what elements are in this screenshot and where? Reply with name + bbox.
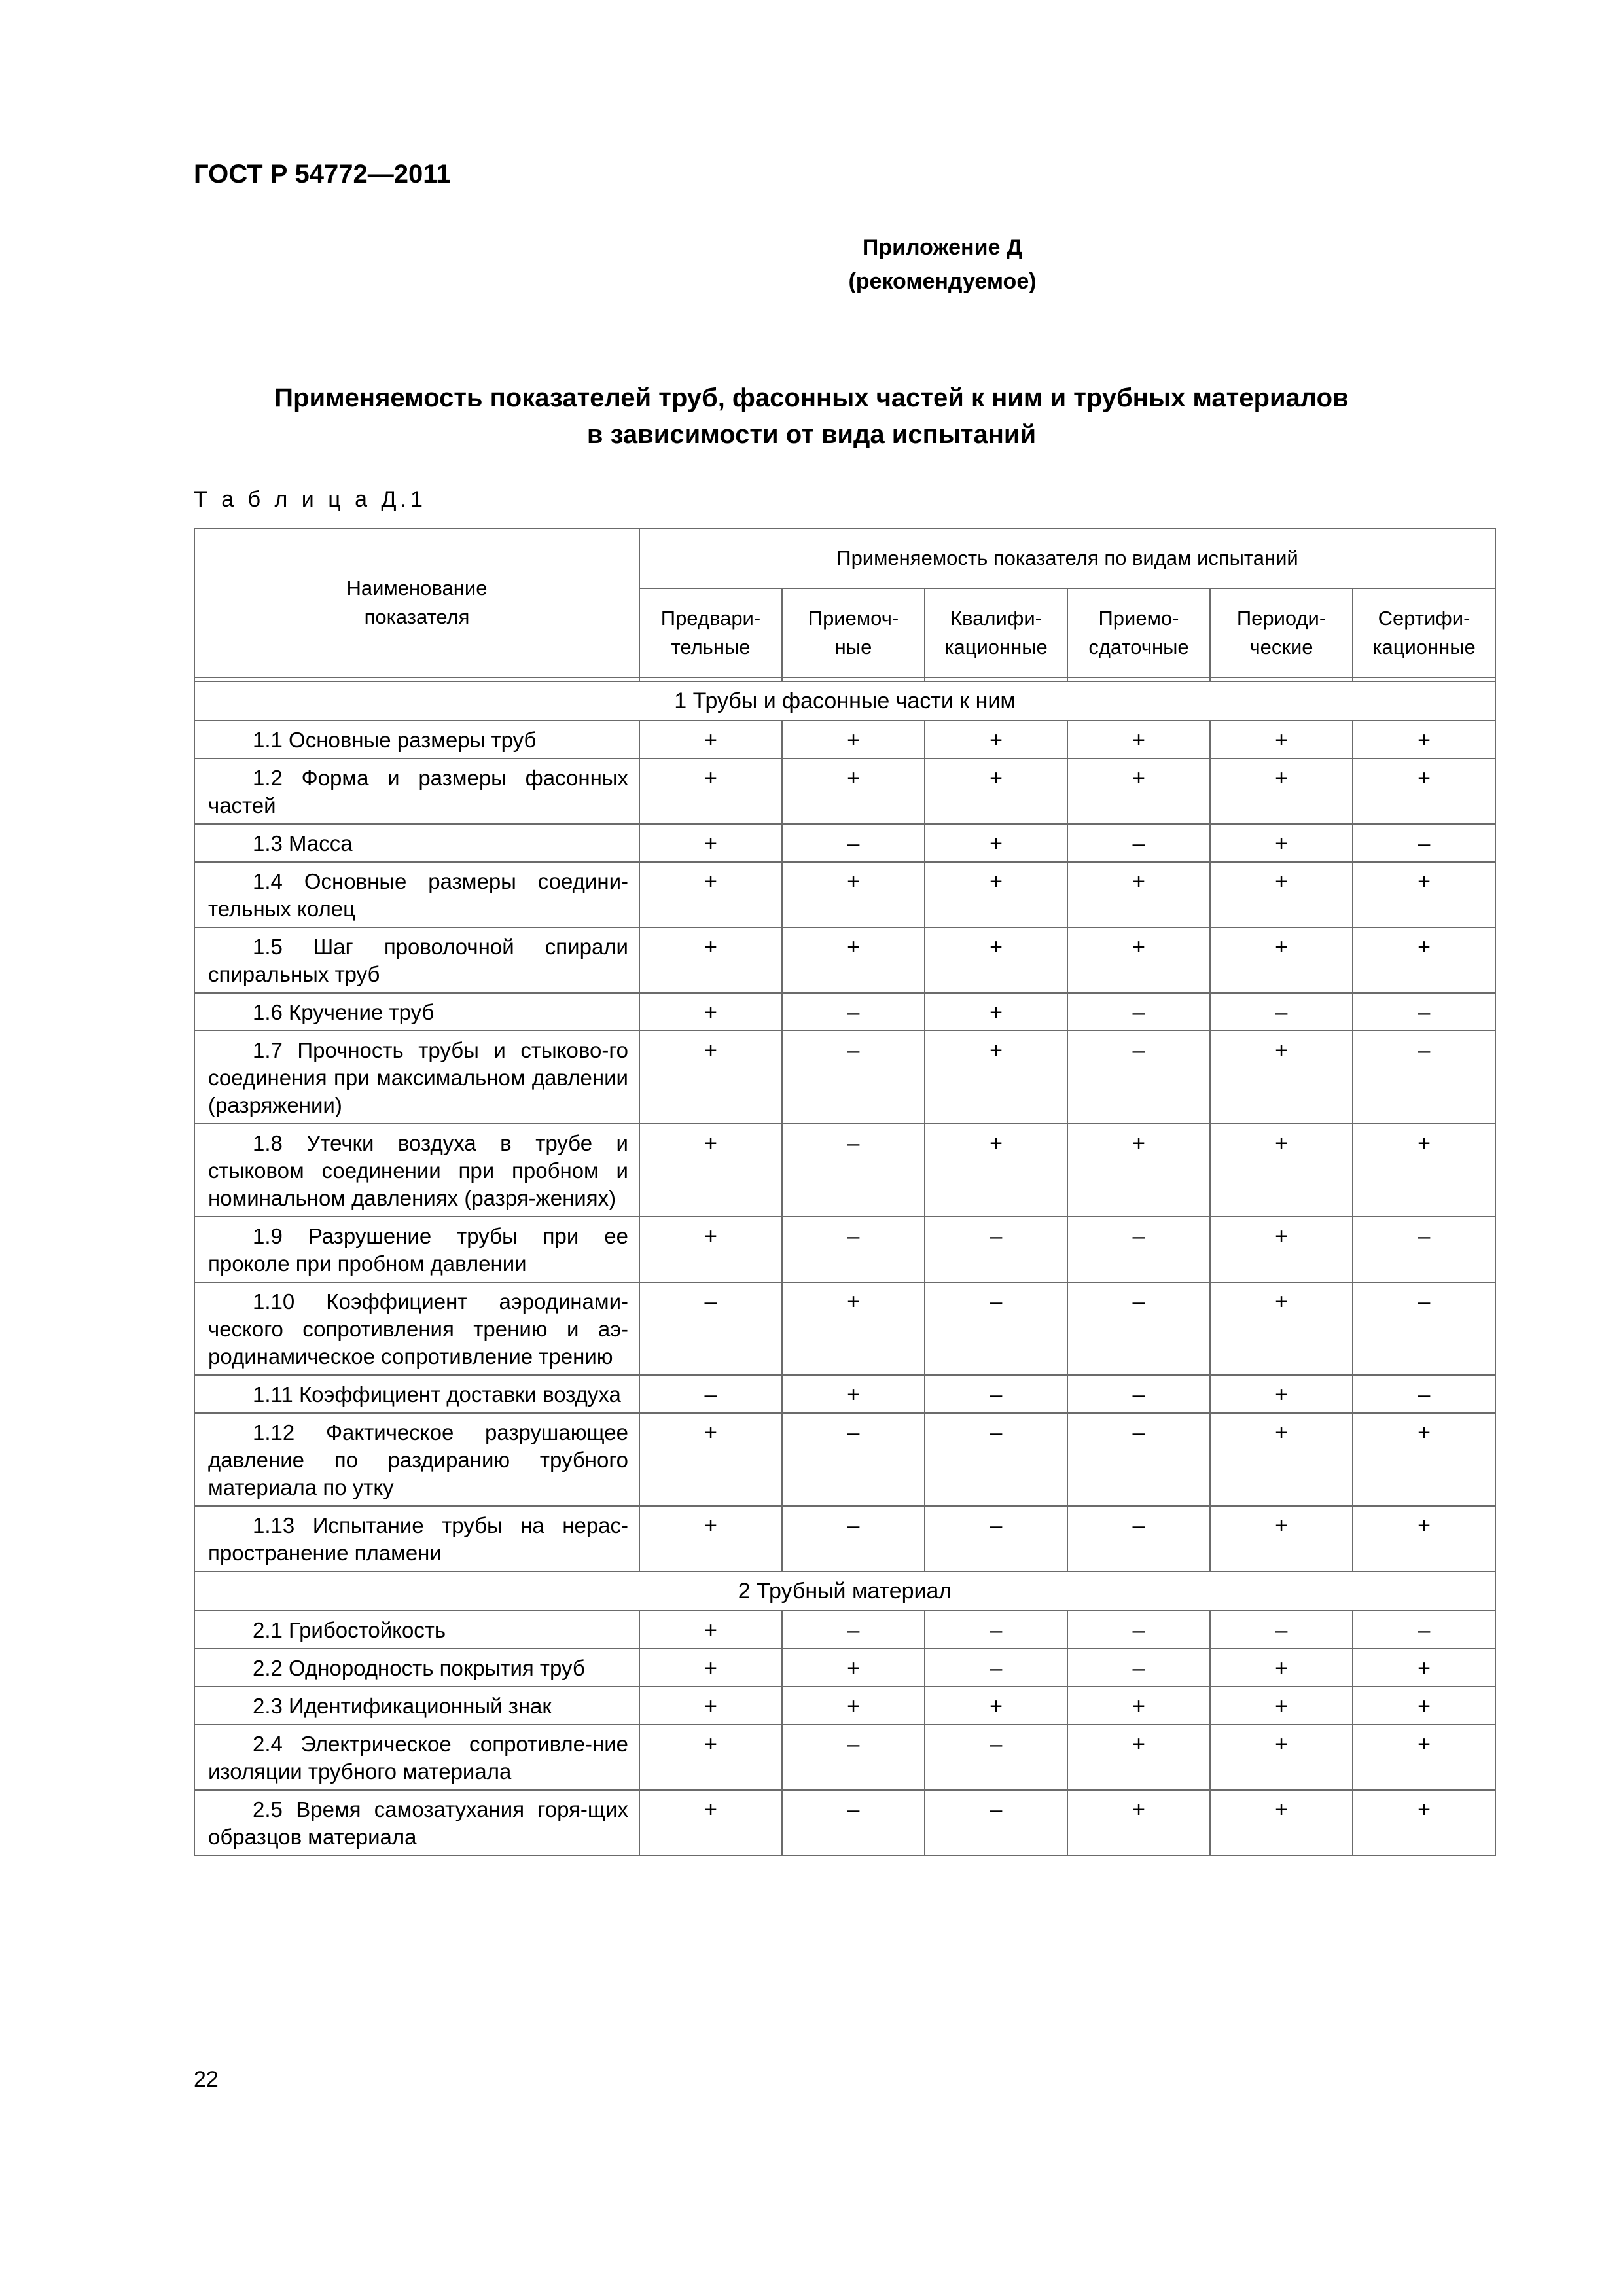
table-row [194, 1124, 1495, 1217]
applicability-mark: – [782, 1217, 925, 1282]
applicability-mark: – [1210, 1611, 1353, 1649]
table-row [194, 1649, 1495, 1687]
column-header-name-line1: Наименование [346, 577, 488, 600]
applicability-mark: – [1067, 1375, 1210, 1413]
applicability-mark: + [1067, 1687, 1210, 1725]
table-row [194, 1725, 1495, 1790]
table-row [194, 1282, 1495, 1375]
applicability-mark: – [925, 1413, 1067, 1506]
applicability-mark: – [1353, 1031, 1495, 1124]
table-row [194, 1611, 1495, 1649]
applicability-mark: + [1067, 1790, 1210, 1856]
applicability-mark: – [925, 1506, 1067, 1571]
page-title [0, 380, 1623, 453]
applicability-mark: – [925, 1282, 1067, 1375]
applicability-mark: + [1210, 824, 1353, 862]
applicability-mark: – [1210, 993, 1353, 1031]
appendix-status: (рекомендуемое) [848, 269, 1037, 294]
table-caption: Т а б л и ц а Д.1 [194, 487, 427, 512]
indicator-number: 2.1 [253, 1618, 283, 1642]
applicability-mark: + [639, 1611, 782, 1649]
table-row [194, 1687, 1495, 1725]
applicability-mark: + [639, 759, 782, 824]
applicability-mark: – [925, 1649, 1067, 1687]
indicator-name-cell [194, 721, 639, 759]
applicability-mark: – [782, 1124, 925, 1217]
indicator-number: 2.2 [253, 1656, 283, 1680]
column-header-test-type-line: кационные [1372, 636, 1476, 658]
applicability-mark: – [925, 1611, 1067, 1649]
applicability-mark: – [1067, 824, 1210, 862]
applicability-mark: – [782, 1506, 925, 1571]
applicability-mark: + [639, 721, 782, 759]
applicability-mark: + [1210, 1687, 1353, 1725]
applicability-mark: – [1353, 1611, 1495, 1649]
applicability-mark: + [1210, 862, 1353, 927]
section-title: 1 Трубы и фасонные части к ним [194, 681, 1495, 721]
applicability-mark: + [639, 862, 782, 927]
indicator-name: Фактическое разрушающее давление по раздиранию трубного материала по утку [208, 1420, 628, 1499]
column-header-name-line2: показателя [364, 605, 470, 628]
applicability-mark: – [782, 1031, 925, 1124]
applicability-mark: – [782, 1725, 925, 1790]
applicability-mark: + [1210, 1649, 1353, 1687]
applicability-mark: + [782, 1649, 925, 1687]
title-line-1: Применяемость показателей труб, фасонных частей к ним и трубных материалов [274, 384, 1349, 412]
applicability-mark: + [782, 862, 925, 927]
applicability-mark: + [1210, 1790, 1353, 1856]
applicability-mark: – [925, 1725, 1067, 1790]
applicability-mark: + [925, 721, 1067, 759]
section-row [194, 681, 1495, 721]
applicability-mark: + [1067, 759, 1210, 824]
indicator-name-cell [194, 927, 639, 993]
column-header-test-type-line: ные [834, 636, 872, 658]
table-row [194, 824, 1495, 862]
applicability-mark: + [1210, 1217, 1353, 1282]
indicator-name: Основные размеры соедини-тельных колец [208, 869, 628, 921]
applicability-mark: + [1353, 1790, 1495, 1856]
column-header-test-type-line: Сертифи- [1378, 607, 1471, 630]
appendix-title: Приложение Д [862, 235, 1023, 260]
applicability-mark: + [782, 759, 925, 824]
column-header-test-type-line: Приемо- [1098, 607, 1179, 630]
applicability-mark: + [925, 824, 1067, 862]
applicability-mark: + [639, 1790, 782, 1856]
applicability-mark: + [1353, 1124, 1495, 1217]
table-row [194, 721, 1495, 759]
applicability-mark: + [639, 1687, 782, 1725]
indicator-name: Кручение труб [289, 1000, 435, 1024]
indicator-number: 1.2 [253, 766, 283, 790]
table-row [194, 1031, 1495, 1124]
applicability-mark: – [1067, 1611, 1210, 1649]
appendix-heading [0, 230, 1623, 298]
indicator-name: Коэффициент доставки воздуха [298, 1382, 621, 1407]
indicator-name-cell [194, 1611, 639, 1649]
applicability-mark: + [1353, 1506, 1495, 1571]
indicator-name-cell [194, 1506, 639, 1571]
applicability-mark: + [1210, 721, 1353, 759]
indicator-name: Основные размеры труб [289, 728, 537, 752]
applicability-mark: + [925, 1124, 1067, 1217]
indicator-name-cell [194, 1124, 639, 1217]
applicability-mark: – [925, 1790, 1067, 1856]
applicability-mark: – [1067, 1282, 1210, 1375]
applicability-mark: + [1353, 862, 1495, 927]
column-header-test-type-line: Периоди- [1236, 607, 1327, 630]
indicator-name-cell [194, 1413, 639, 1506]
applicability-mark: + [639, 1413, 782, 1506]
indicator-number: 1.11 [253, 1382, 293, 1407]
table-row [194, 759, 1495, 824]
indicator-number: 1.12 [253, 1420, 295, 1444]
applicability-mark: + [925, 927, 1067, 993]
applicability-mark: – [1067, 1649, 1210, 1687]
applicability-mark: – [1353, 824, 1495, 862]
column-header-test-type-line: кационные [944, 636, 1048, 658]
indicator-number: 1.5 [253, 935, 283, 959]
indicator-number: 1.6 [253, 1000, 283, 1024]
applicability-mark: + [1067, 1725, 1210, 1790]
applicability-mark: + [1353, 1687, 1495, 1725]
indicator-name: Разрушение трубы при ее проколе при пробном давлении [208, 1224, 629, 1276]
column-header-test-type [1353, 588, 1495, 677]
column-header-test-type [1210, 588, 1353, 677]
applicability-mark: + [1353, 721, 1495, 759]
applicability-mark: – [639, 1375, 782, 1413]
applicability-mark: + [1210, 1282, 1353, 1375]
indicator-number: 1.4 [253, 869, 283, 893]
applicability-mark: + [1210, 1031, 1353, 1124]
column-header-test-type-line: Приемоч- [808, 607, 899, 630]
applicability-mark: – [782, 824, 925, 862]
column-header-test-type-line: Квалифи- [950, 607, 1042, 630]
indicator-name: Электрическое сопротивле-ние изоляции трубного материала [208, 1732, 628, 1784]
applicability-mark: + [1210, 1413, 1353, 1506]
indicator-number: 1.10 [253, 1289, 295, 1314]
indicator-number: 1.3 [253, 831, 283, 855]
title-line-2: в зависимости от вида испытаний [586, 420, 1037, 449]
applicability-mark: + [782, 1282, 925, 1375]
applicability-mark: + [925, 1031, 1067, 1124]
indicator-name-cell [194, 1790, 639, 1856]
applicability-mark: + [1353, 759, 1495, 824]
indicator-name: Масса [289, 831, 353, 855]
table-row [194, 1375, 1495, 1413]
applicability-mark: + [1067, 927, 1210, 993]
section-title: 2 Трубный материал [194, 1571, 1495, 1611]
indicator-name-cell [194, 824, 639, 862]
section-row [194, 1571, 1495, 1611]
applicability-mark: + [1353, 1725, 1495, 1790]
applicability-mark: + [1210, 1375, 1353, 1413]
indicator-name-cell [194, 1031, 639, 1124]
applicability-mark: + [639, 1725, 782, 1790]
column-header-test-type [639, 588, 782, 677]
indicator-name: Утечки воздуха в трубе и стыковом соединении при пробном и номинальном давлениях (разря-жениях) [208, 1131, 628, 1210]
applicability-mark: – [639, 1282, 782, 1375]
table-row [194, 1790, 1495, 1856]
indicator-name-cell [194, 1649, 639, 1687]
indicator-name: Грибостойкость [289, 1618, 446, 1642]
indicator-name: Коэффициент аэродинами-ческого сопротивления трению и аэ-родинамическое сопротивление трению [208, 1289, 628, 1369]
indicator-number: 2.3 [253, 1694, 283, 1718]
applicability-mark: – [782, 993, 925, 1031]
applicability-mark: + [782, 1687, 925, 1725]
indicator-number: 1.7 [253, 1038, 283, 1062]
page-number: 22 [194, 2067, 219, 2092]
applicability-mark: + [782, 927, 925, 993]
applicability-mark: – [1353, 1217, 1495, 1282]
column-header-test-type [782, 588, 925, 677]
indicator-number: 2.4 [253, 1732, 283, 1756]
table-row [194, 993, 1495, 1031]
applicability-mark: – [1067, 1031, 1210, 1124]
document-designation: ГОСТ Р 54772—2011 [194, 160, 451, 188]
indicator-name-cell [194, 1687, 639, 1725]
indicator-name-cell [194, 1217, 639, 1282]
applicability-mark: + [925, 862, 1067, 927]
applicability-mark: – [1353, 993, 1495, 1031]
applicability-mark: + [639, 824, 782, 862]
applicability-mark: + [925, 1687, 1067, 1725]
applicability-mark: + [1210, 1725, 1353, 1790]
column-header-test-type-line: ческие [1249, 636, 1313, 658]
indicator-number: 1.13 [253, 1513, 295, 1537]
column-header-test-type-line: Предвари- [660, 607, 761, 630]
applicability-mark: + [1210, 927, 1353, 993]
indicator-name-cell [194, 993, 639, 1031]
applicability-mark: + [639, 1124, 782, 1217]
applicability-mark: + [782, 721, 925, 759]
applicability-mark: – [782, 1611, 925, 1649]
column-header-name [194, 528, 639, 677]
applicability-mark: + [1353, 1413, 1495, 1506]
applicability-mark: + [782, 1375, 925, 1413]
table-row [194, 862, 1495, 927]
applicability-mark: + [925, 993, 1067, 1031]
table-body [194, 681, 1495, 1856]
applicability-mark: + [639, 993, 782, 1031]
indicator-name: Идентификационный знак [289, 1694, 552, 1718]
applicability-mark: – [925, 1375, 1067, 1413]
indicator-name-cell [194, 1282, 639, 1375]
applicability-table [194, 528, 1496, 1856]
column-group-header: Применяемость показателя по видам испытаний [639, 528, 1495, 588]
indicator-name: Испытание трубы на нерас-пространение пламени [208, 1513, 629, 1565]
indicator-name: Форма и размеры фасонных частей [208, 766, 629, 817]
applicability-mark: + [925, 759, 1067, 824]
column-header-test-type-line: тельные [671, 636, 751, 658]
column-header-test-type [1067, 588, 1210, 677]
applicability-mark: + [1210, 1124, 1353, 1217]
applicability-mark: + [1210, 1506, 1353, 1571]
table-row [194, 927, 1495, 993]
applicability-mark: + [1353, 927, 1495, 993]
indicator-name: Время самозатухания горя-щих образцов материала [208, 1797, 628, 1849]
indicator-name: Однородность покрытия труб [289, 1656, 585, 1680]
indicator-name-cell [194, 1725, 639, 1790]
indicator-name-cell [194, 862, 639, 927]
applicability-mark: + [639, 1649, 782, 1687]
applicability-mark: + [1353, 1649, 1495, 1687]
table-row [194, 1506, 1495, 1571]
indicator-number: 2.5 [253, 1797, 283, 1821]
indicator-name-cell [194, 1375, 639, 1413]
applicability-mark: + [639, 1506, 782, 1571]
indicator-number: 1.9 [253, 1224, 283, 1248]
applicability-mark: – [1353, 1282, 1495, 1375]
applicability-mark: + [1067, 1124, 1210, 1217]
indicator-name: Прочность трубы и стыково-го соединения при максимальном давлении (разряжении) [208, 1038, 628, 1117]
column-header-test-type-line: сдаточные [1088, 636, 1189, 658]
applicability-mark: + [1210, 759, 1353, 824]
applicability-mark: + [1067, 862, 1210, 927]
column-header-test-type [925, 588, 1067, 677]
applicability-mark: – [1067, 1413, 1210, 1506]
applicability-mark: + [639, 927, 782, 993]
indicator-number: 1.1 [253, 728, 283, 752]
applicability-mark: + [1067, 721, 1210, 759]
indicator-name-cell [194, 759, 639, 824]
table-row [194, 1413, 1495, 1506]
applicability-mark: + [639, 1217, 782, 1282]
applicability-mark: – [782, 1413, 925, 1506]
applicability-mark: – [1067, 993, 1210, 1031]
applicability-mark: – [1353, 1375, 1495, 1413]
applicability-mark: + [639, 1031, 782, 1124]
indicator-name: Шаг проволочной спирали спиральных труб [208, 935, 628, 986]
applicability-mark: – [1067, 1506, 1210, 1571]
applicability-mark: – [1067, 1217, 1210, 1282]
applicability-mark: – [925, 1217, 1067, 1282]
applicability-mark: – [782, 1790, 925, 1856]
table-row [194, 1217, 1495, 1282]
indicator-number: 1.8 [253, 1131, 283, 1155]
